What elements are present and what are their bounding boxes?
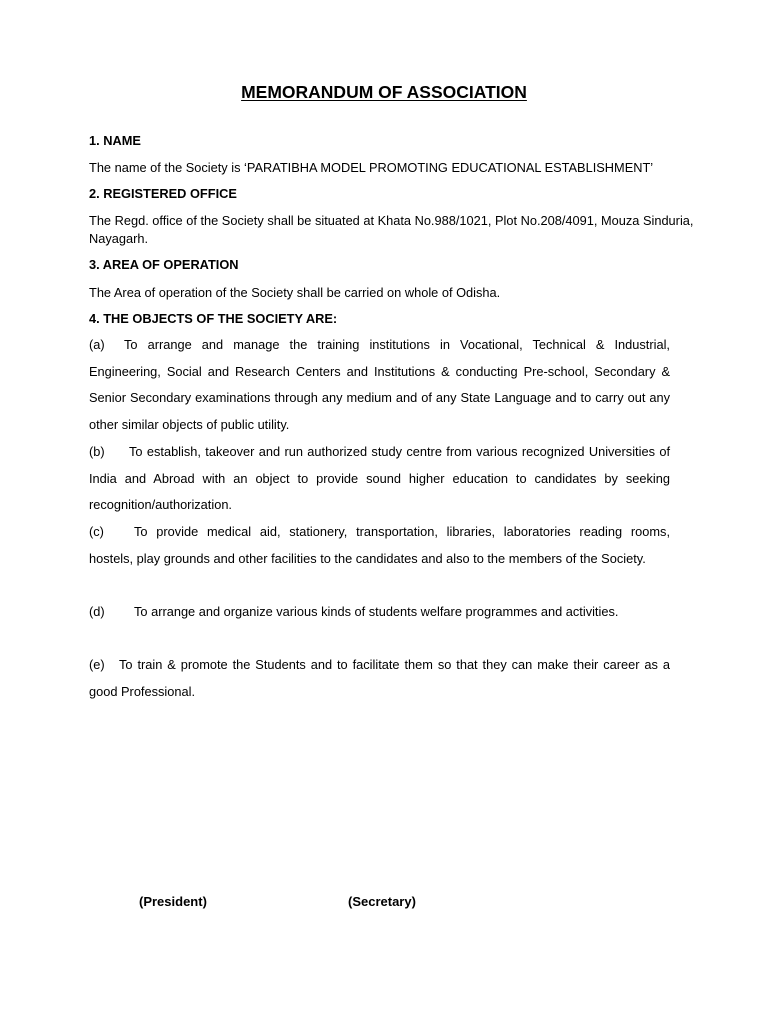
object-item-label: (c) — [89, 524, 104, 539]
secretary-signature-label: (Secretary) — [348, 894, 416, 909]
section-area-text: The Area of operation of the Society shall be carried on whole of Odisha. — [89, 285, 501, 300]
section-office-line-1: The Regd. office of the Society shall be situated at Khata No.988/1021, Plot No.208/4091, Mouza Sinduria, — [89, 213, 694, 228]
object-item-text: To arrange and organize various kinds of students welfare programmes and activities. — [134, 604, 619, 619]
object-item-a — [89, 332, 670, 438]
president-signature-label: (President) — [139, 894, 207, 909]
section-office-line-2: Nayagarh. — [89, 231, 149, 246]
object-item-text: To train & promote the Students and to facilitate them so that they can make their career as a good Professional. — [89, 657, 670, 699]
section-office-heading: 2. REGISTERED OFFICE — [89, 186, 237, 201]
section-name-heading: 1. NAME — [89, 133, 141, 148]
object-item-label: (a) — [89, 337, 105, 352]
object-item-label: (d) — [89, 604, 105, 619]
object-item-c — [89, 519, 670, 572]
document-title: MEMORANDUM OF ASSOCIATION — [241, 82, 527, 102]
section-name-text: The name of the Society is ‘PARATIBHA MODEL PROMOTING EDUCATIONAL ESTABLISHMENT’ — [89, 160, 654, 175]
section-area-heading: 3. AREA OF OPERATION — [89, 257, 239, 272]
object-item-e — [89, 652, 670, 705]
section-objects-heading: 4. THE OBJECTS OF THE SOCIETY ARE: — [89, 311, 338, 326]
object-item-label: (b) — [89, 444, 105, 459]
object-item-text: To establish, takeover and run authorized study centre from various recognized Universities of India and Abroad with an object to provide sound higher education to candidates by seeking recognition/authorization. — [89, 444, 670, 513]
object-item-d — [89, 599, 670, 626]
object-item-label: (e) — [89, 657, 105, 672]
object-item-b — [89, 439, 670, 519]
object-item-text: To provide medical aid, stationery, transportation, libraries, laboratories reading rooms, hostels, play grounds and other facilities to the candidates and also to the members of the Society. — [89, 524, 670, 566]
object-item-text: To arrange and manage the training institutions in Vocational, Technical & Industrial, Engineering, Social and Research Centers and Institutions & conducting Pre-school, Secondary & Senior Secondary examinations through any medium and of any State Language and to carry out any other similar objects of public utility. — [89, 337, 670, 432]
